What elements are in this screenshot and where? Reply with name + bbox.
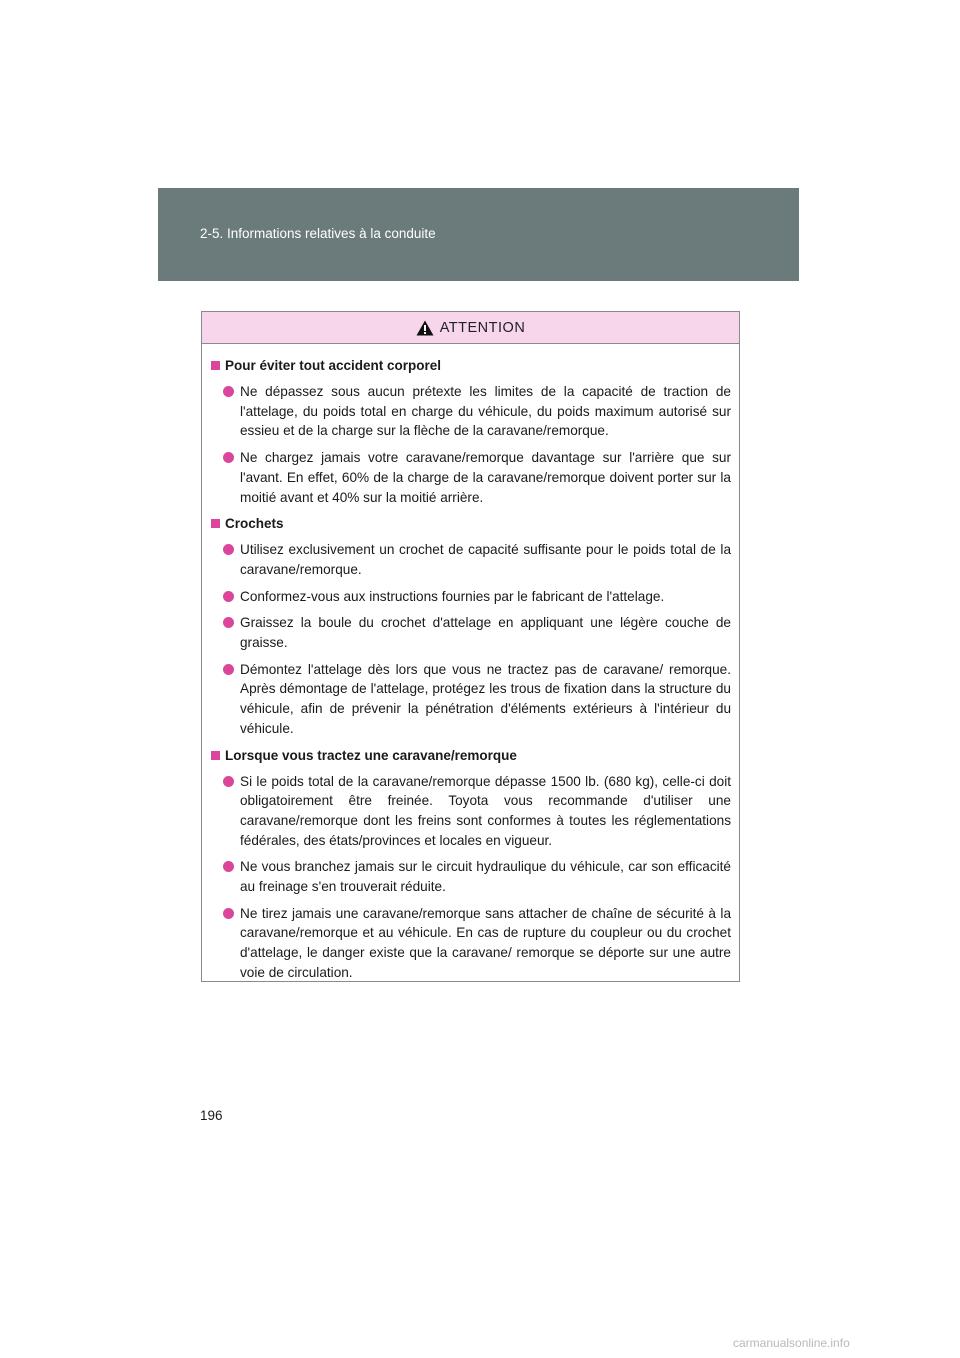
- section-heading-text: Pour éviter tout accident corporel: [225, 358, 442, 373]
- list-item: [211, 448, 731, 507]
- attention-body: [202, 344, 739, 983]
- section-heading-text: Lorsque vous tractez une caravane/remorque: [225, 747, 517, 763]
- list-item: [211, 587, 731, 607]
- circle-bullet-icon: [223, 617, 234, 628]
- list-item-text: Ne vous branchez jamais sur le circuit hydraulique du véhicule, car son efficacité au freinage s'en trouverait réduite.: [240, 859, 731, 895]
- attention-label: ATTENTION: [439, 320, 526, 336]
- list-item-text: Ne tirez jamais une caravane/remorque sans attacher de chaîne de sécurité à la caravane/remorque et au véhicule. En cas de rupture du coupleur ou du crochet d'attelage, le danger existe que la caravane/ remorque se déporte sur une autre voie de circulation.: [240, 905, 731, 980]
- list-item: [211, 660, 731, 739]
- list-item-text: Ne dépassez sous aucun prétexte les limites de la capacité de traction de l'attelage, du poids total en charge du véhicule, du poids maximum autorisé sur essieu et de la charge sur la flèche de la caravane/remorque.: [240, 384, 731, 439]
- chapter-title: 2-5. Informations relatives à la conduite: [200, 226, 436, 241]
- attention-box: [201, 311, 740, 982]
- section-heading: [211, 356, 731, 376]
- page-number: 196: [200, 1108, 223, 1123]
- list-item: [211, 772, 731, 851]
- section-heading-text: Crochets: [225, 516, 284, 532]
- list-item-text: Démontez l'attelage dès lors que vous ne tractez pas de caravane/ remorque. Après démontage de l'attelage, protégez les trous de fixation dans la structure du véhicule, afin de prévenir la pénétration d'éléments extérieurs à l'intérieur du véhicule.: [240, 661, 731, 736]
- warning-section: [211, 746, 731, 983]
- attention-header: [202, 312, 739, 344]
- warning-triangle-icon: [416, 320, 434, 336]
- list-item: [211, 904, 731, 983]
- list-item: [211, 382, 731, 441]
- list-item-text: Utilisez exclusivement un crochet de capacité suffisante pour le poids total de la caravane/remorque.: [240, 542, 731, 577]
- section-heading: [211, 514, 731, 534]
- circle-bullet-icon: [223, 452, 234, 463]
- circle-bullet-icon: [223, 591, 234, 602]
- warning-section: [211, 356, 731, 507]
- square-bullet-icon: [211, 361, 220, 370]
- list-item-text: Conformez-vous aux instructions fournies par le fabricant de l'attelage.: [240, 588, 665, 604]
- circle-bullet-icon: [223, 544, 234, 555]
- section-heading: [211, 746, 731, 766]
- list-item-text: Ne chargez jamais votre caravane/remorque davantage sur l'arrière que sur l'avant. En effet, 60% de la charge de la caravane/remorque doivent porter sur la moitié avant et 40% sur la moitié arrière.: [240, 450, 731, 505]
- list-item: [211, 613, 731, 652]
- list-item-text: Graissez la boule du crochet d'attelage en appliquant une légère couche de graisse.: [240, 615, 731, 651]
- chapter-header-band: [158, 188, 799, 281]
- circle-bullet-icon: [223, 386, 234, 397]
- warning-section: [211, 514, 731, 738]
- square-bullet-icon: [211, 519, 220, 528]
- circle-bullet-icon: [223, 664, 234, 675]
- list-item: [211, 857, 731, 896]
- list-item-text: Si le poids total de la caravane/remorque dépasse 1500 lb. (680 kg), celle-ci doit obligatoirement être freinée. Toyota vous recommande d'utiliser une caravane/remorque dont les freins sont conformes à toutes les réglementations fédérales, des états/provinces et locales en vigueur.: [240, 773, 731, 848]
- circle-bullet-icon: [223, 861, 234, 872]
- square-bullet-icon: [211, 751, 220, 760]
- circle-bullet-icon: [223, 776, 234, 787]
- circle-bullet-icon: [223, 908, 234, 919]
- watermark: carmanualsonline.info: [733, 1336, 850, 1350]
- list-item: [211, 540, 731, 579]
